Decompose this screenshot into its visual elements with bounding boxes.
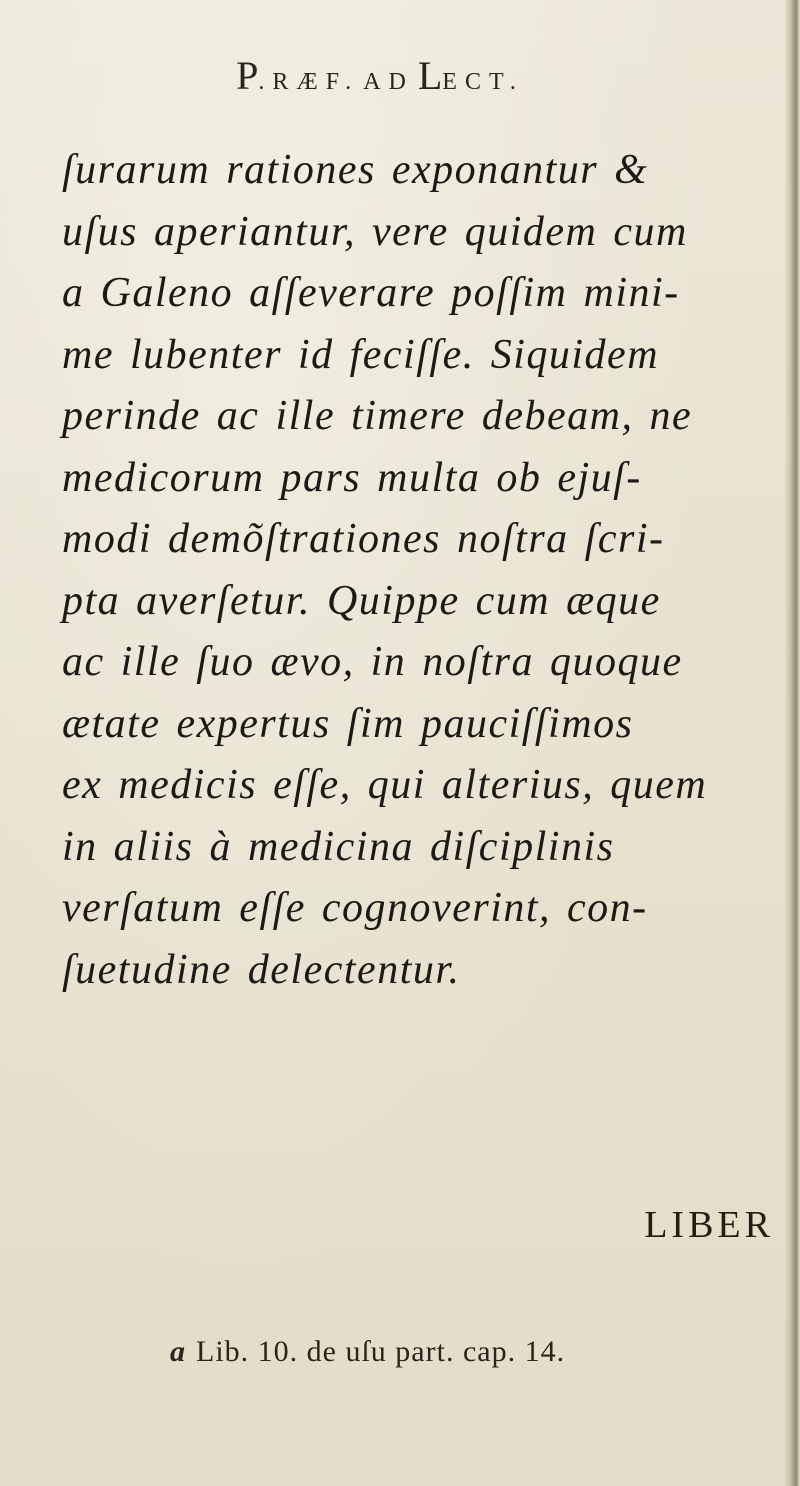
text-line: me lubenter id feciſſe. Siquidem <box>62 331 660 378</box>
running-head <box>0 52 760 99</box>
footnote-text: Lib. 10. de uſu part. cap. 14. <box>196 1335 566 1368</box>
text-line: uſus aperiantur, vere quidem cum <box>62 208 688 255</box>
text-line: verſatum eſſe cognoverint, con- <box>62 885 648 931</box>
running-head-initial-l: L <box>417 53 443 98</box>
running-head-lect: ECT. <box>442 69 524 95</box>
text-line: ac ille ſuo ævo, in noſtra quoque <box>62 639 683 685</box>
text-line: in aliis à medicina diſciplinis <box>62 823 615 870</box>
body-text <box>62 140 772 1001</box>
page-edge-shadow <box>784 0 800 1486</box>
running-head-ad: AD <box>363 69 414 95</box>
catchword: LIBER <box>644 1204 774 1246</box>
text-line: ex medicis eſſe, qui alterius, quem <box>62 762 708 808</box>
footnote <box>170 1335 565 1369</box>
text-line: perinde ac ille timere debeam, ne <box>62 393 693 439</box>
text-line: pta averſetur. Quippe cum æque <box>62 577 661 624</box>
text-line: medicorum pars multa ob ejuſ- <box>62 454 642 501</box>
text-line: modi demõſtrationes noſtra ſcri- <box>62 516 665 562</box>
footnote-marker: a <box>170 1335 186 1368</box>
running-head-initial-p: P <box>236 53 259 98</box>
text-line: a Galeno aſſeverare poſſim mini- <box>62 270 680 316</box>
text-line: ſurarum rationes exponantur & <box>62 147 649 193</box>
text-line: ſuetudine delectentur. <box>62 946 461 993</box>
running-head-praef: .RÆF. <box>258 69 360 95</box>
text-line: ætate expertus ſim pauciſſimos <box>62 700 634 747</box>
